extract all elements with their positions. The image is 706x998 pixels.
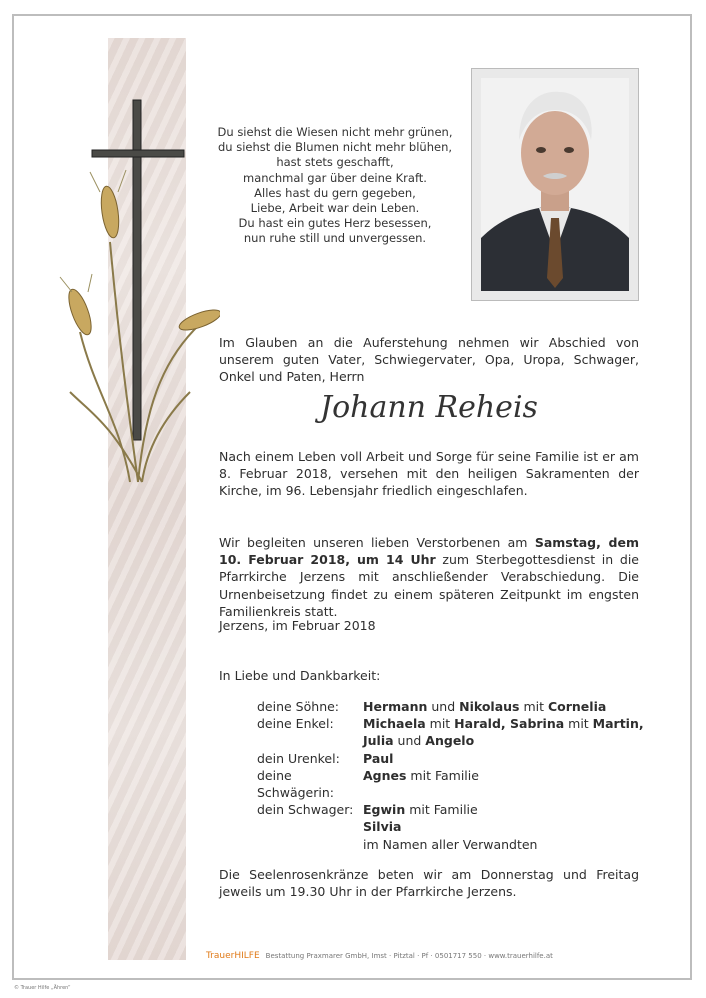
mourner-connector: mit Familie — [405, 802, 478, 818]
poem-line: Du siehst die Wiesen nicht mehr grünen, — [217, 125, 453, 139]
mourner-name: Agnes — [363, 767, 407, 783]
mourner-row — [257, 767, 644, 801]
poem-line: du siehst die Blumen nicht mehr blühen, — [217, 140, 453, 155]
poem-line: Du hast ein gutes Herz besessen, — [238, 216, 432, 231]
mourner-name: Hermann — [363, 699, 428, 714]
mourner-connector: mit Familie — [406, 767, 479, 783]
footer — [200, 950, 553, 962]
mourner-connector: und — [427, 699, 460, 714]
mourner-names — [363, 836, 537, 853]
mourner-row — [257, 836, 644, 853]
mourner-connector: mit — [425, 716, 455, 732]
mourner-relation: deine Söhne: — [257, 699, 340, 714]
poem-line: manchmal gar über deine Kraft. — [243, 170, 427, 185]
mourner-row — [257, 732, 644, 749]
mourner-names — [363, 767, 479, 801]
greeting: In Liebe und Dankbarkeit: — [219, 668, 381, 683]
mourner-connector: und — [393, 733, 426, 749]
mourner-name: Egwin — [363, 802, 406, 818]
funeral-text — [219, 534, 639, 620]
mourners-list — [257, 698, 644, 853]
mourner-name: Silvia — [363, 819, 402, 835]
funeral-text-pre: Wir begleiten unseren lieben Verstorbenen am — [219, 535, 535, 550]
poem-line: nun ruhe still und unvergessen. — [243, 231, 427, 246]
footer-logo: TrauerHILFE — [206, 951, 260, 961]
mourner-relation — [257, 836, 363, 853]
mourner-row — [257, 715, 644, 732]
mourner-name: Angelo — [425, 733, 475, 749]
poem-line: Liebe, Arbeit war dein Leben. — [250, 201, 420, 216]
mourner-names — [363, 698, 606, 715]
life-text: Nach einem Leben voll Arbeit und Sorge für seine Familie ist er am 8. Februar 2018, versehen mit den heiligen Sakramenten der Kirche, im 96. Lebensjahr friedlich eingeschlafen. — [219, 449, 639, 499]
portrait-frame — [471, 68, 639, 301]
mourner-relation: deine Enkel: — [257, 716, 334, 732]
mourner-relation — [257, 732, 363, 749]
poem-line: Alles hast du gern gegeben, — [254, 185, 416, 200]
mourner-relation — [257, 818, 363, 835]
mourner-connector: mit — [564, 716, 593, 732]
rosary-text: Die Seelenrosenkränze beten wir am Donnerstag und Freitag jeweils um 19.30 Uhr in der Pfarrkirche Jerzens. — [219, 867, 639, 900]
portrait-photo — [481, 78, 629, 291]
mourner-connector: mit — [519, 699, 548, 714]
cross-and-wheat-icon — [50, 92, 220, 492]
mourner-row — [257, 801, 644, 818]
mourner-connector: im Namen aller Verwandten — [363, 836, 538, 852]
mourner-names — [363, 732, 474, 749]
funeral-text-post: zum Sterbegottesdienst in die Pfarrkirche Jerzens mit anschließender Verabschiedung. Die Urnenbeisetzung findet zu einem späteren Zeitpunkt im engsten Familienkreis statt. — [219, 552, 639, 619]
mourner-name: Michaela — [363, 716, 426, 732]
mourner-name: Martin, — [592, 716, 644, 732]
mourner-relation: dein Urenkel: — [257, 750, 340, 766]
mourner-relation: dein Schwager: — [257, 802, 354, 818]
image-credit: © Trauer Hilfe „Ähren“ — [14, 985, 71, 991]
mourner-name: Harald, Sabrina — [454, 716, 565, 732]
intro-text: Im Glauben an die Auferstehung nehmen wir Abschied von unserem guten Vater, Schwiegervater, Opa, Uropa, Schwager, Onkel und Paten, Herrn — [219, 335, 639, 385]
mourner-name: Paul — [363, 750, 394, 766]
poem-line: hast stets geschafft, — [276, 155, 394, 170]
mourner-row — [257, 750, 644, 767]
mourner-row — [257, 698, 644, 715]
deceased-name: Johann Reheis — [320, 390, 538, 425]
mourner-names — [363, 801, 478, 818]
mourner-relation: deine Schwägerin: — [257, 767, 334, 801]
poem — [205, 125, 465, 247]
mourner-names — [363, 715, 644, 732]
mourner-names — [363, 750, 393, 767]
funeral-date: Samstag, dem 10. Februar 2018, um 14 Uhr — [219, 535, 639, 568]
mourner-name: Julia — [363, 733, 394, 749]
mourner-names — [363, 818, 401, 835]
mourner-name: Cornelia — [547, 699, 607, 714]
mourner-name: Nikolaus — [459, 699, 520, 714]
mourner-row — [257, 818, 644, 835]
place-date: Jerzens, im Februar 2018 — [219, 618, 376, 633]
footer-text: Bestattung Praxmarer GmbH, Imst · Pitztal · Pf · 0501717 550 · www.trauerhilfe.at — [265, 952, 553, 960]
